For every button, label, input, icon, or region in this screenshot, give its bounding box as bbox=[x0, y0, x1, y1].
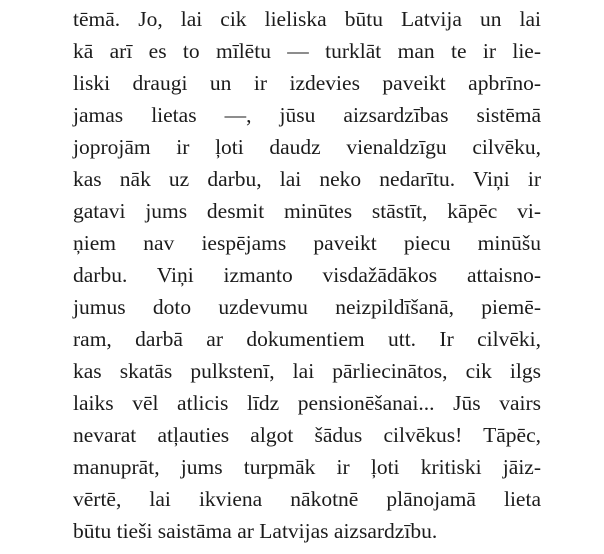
text-line: ram, darbā ar dokumentiem utt. Ir cilvēki, bbox=[73, 327, 541, 351]
text-line: kas nāk uz darbu, lai neko nedarītu. Viņi ir bbox=[73, 167, 541, 191]
text-line: laiks vēl atlicis līdz pensionēšanai... Jūs vairs bbox=[73, 391, 541, 415]
text-line: kas skatās pulkstenī, lai pārliecinātos, cik ilgs bbox=[73, 359, 541, 383]
text-line: kā arī es to mīlētu — turklāt man te ir lie- bbox=[73, 39, 541, 63]
text-line: vērtē, lai ikviena nākotnē plānojamā lieta bbox=[73, 487, 541, 511]
text-line: manuprāt, jums turpmāk ir ļoti kritiski jāiz- bbox=[73, 455, 541, 479]
text-line: nevarat atļauties algot šādus cilvēkus! Tāpēc, bbox=[73, 423, 541, 447]
text-line: jamas lietas —, jūsu aizsardzības sistēmā bbox=[73, 103, 541, 127]
text-line: darbu. Viņi izmanto visdažādākos attaisno- bbox=[73, 263, 541, 287]
text-line: ņiem nav iespējams paveikt piecu minūšu bbox=[73, 231, 541, 255]
text-line: liski draugi un ir izdevies paveikt apbrīno- bbox=[73, 71, 541, 95]
text-line: tēmā. Jo, lai cik lieliska būtu Latvija un lai bbox=[73, 7, 541, 31]
paragraph bbox=[73, 3, 541, 547]
text-line: gatavi jums desmit minūtes stāstīt, kāpēc vi- bbox=[73, 199, 541, 223]
text-line: joprojām ir ļoti daudz vienaldzīgu cilvēku, bbox=[73, 135, 541, 159]
text-line: būtu tieši saistāma ar Latvijas aizsardzību. bbox=[73, 519, 438, 543]
text-line: jumus doto uzdevumu neizpildīšanā, piemē- bbox=[73, 295, 541, 319]
